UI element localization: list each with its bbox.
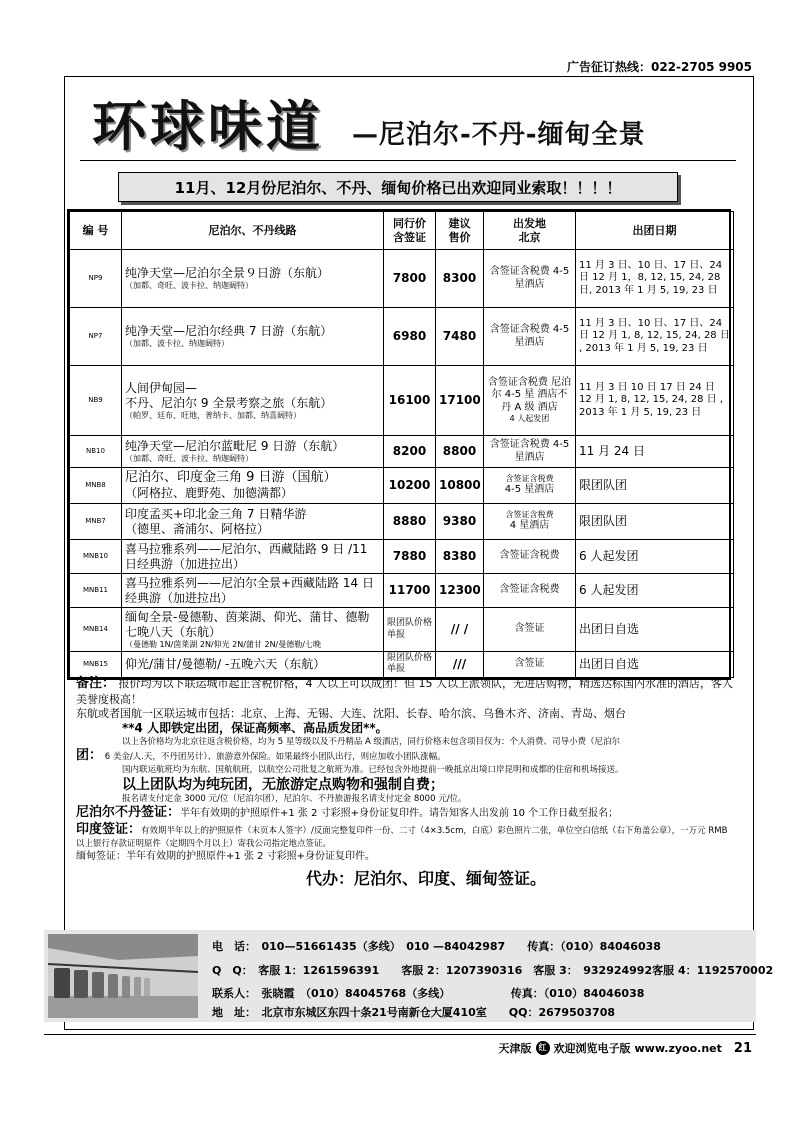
note-guarantee: **4 人即铁定出团，保证高频率、高品质发团**。 [122,721,388,736]
route-name: 印度孟买+印北金三角 7 日精华游 （德里、斋浦尔、阿格拉） [122,504,384,540]
note-tips: 团： 6 美金/人.天，不丹团另计）、旅游意外保险。如果最终小团队出行，则应加收小团队涨幅。 [76,748,446,764]
page-number: 21 [733,1040,752,1056]
page-title: 环球味道 [92,94,324,158]
peer-price: 限团队价格单报 [384,652,436,678]
departure-dates: 限团队团 [576,468,734,504]
note-general: 备注： 报价均为以下联运城市起止含税价格，4 人以上可以成团！但 15 人以上派领队，无进店购物，精选达标国内水准的酒店，客人美誉度极高！ [76,676,733,706]
retail-price: /// [436,652,484,678]
route-code: MNB7 [70,504,122,540]
col-peer-price: 同行价 含签证 [384,212,436,250]
departure-dates: 11 月 3 日、10 日、17 日、24 日 12 月 1，8, 12, 15, 24, 28 日, 2013 年 1 月 5, 19, 23 日 [576,250,734,308]
magazine-logo: 红 [536,1041,550,1055]
retail-price: 9380 [436,504,484,540]
retail-price: 8380 [436,540,484,574]
departure-dates: 出团日自选 [576,652,734,678]
peer-price: 8200 [384,436,436,468]
departure-info: 含签证 [484,652,576,678]
departure-info: 含签证含税费 4-5 星酒店 [484,436,576,468]
note-cities: 东航或者国航一区联运城市包括：北京、上海、无锡、大连、沈阳、长春、哈尔滨、乌鲁木齐、济南、青岛、烟台 [76,707,626,721]
route-name: 纯净天堂—尼泊尔经典 7 日游（东航） （加都、波卡拉、纳迦阔特） [122,308,384,366]
col-code: 编 号 [70,212,122,250]
route-name: 纯净天堂—尼泊尔全景９日游（东航） （加都、奇旺、波卡拉、纳迦阔特） [122,250,384,308]
departure-dates: 6 人起发团 [576,540,734,574]
browse-text: 欢迎浏览电子版 [553,1042,631,1055]
departure-dates: 限团队团 [576,504,734,540]
note-in-visa: 印度签证：有效期半年以上的护照原件（末页本人签字）/反面完整复印件一份、二寸（4×3.5cm，白底）彩色照片二张，单位空白信纸（右下角盖公章），一万元 RMB 以上银行存款证明原件（定期四个月以上）寄我公司指定地点签证。 [76,822,728,850]
peer-price: 7800 [384,250,436,308]
departure-dates: 11 月 24 日 [576,436,734,468]
visa-agent: 代办：尼泊尔、印度、缅甸签证。 [305,869,546,889]
notes-section [76,676,736,890]
departure-info: 含签证含税费 4-5 星酒店 [484,468,576,504]
title-divider [80,160,736,161]
table-row [70,468,734,504]
table-row [70,366,734,436]
table-row [70,652,734,678]
page-subtitle: —尼泊尔-不丹-缅甸全景 [352,120,646,150]
footer [499,1040,752,1056]
note-price: 以上各价格均为北京往返含税价格，均为 5 星等级以及不丹精品 A 级酒店，同行价格未包含项目仅为：个人消费、司导小费（尼泊尔 [122,737,621,748]
route-code: MNB11 [70,574,122,608]
table-header [70,212,734,250]
route-name: 喜马拉雅系列——尼泊尔全景+西藏陆路 14 日经典游（加进拉出） [122,574,384,608]
departure-dates: 11 月 3 日、10 日、17 日、24 日 12 月 1, 8, 12, 15, 24, 28 日 , 2013 年 1 月 5, 19, 23 日 [576,308,734,366]
note-deposit: 报名请支付定金 3000 元/位（尼泊尔团），尼泊尔、不丹旅游报名请支付定金 8000 元/位。 [122,794,467,805]
route-code: MNB14 [70,608,122,652]
footer-divider [44,1034,756,1035]
table-row [70,608,734,652]
note-domestic: 国内联运航班均为东航、国航航班，以航空公司批复之航班为准。已经包含外地提前一晚抵京出境口岸昆明和成都的住宿和机场接送。 [122,765,624,776]
peer-price: 8880 [384,504,436,540]
contact-panel [44,930,774,1022]
departure-dates: 11 月 3 日 10 日 17 日 24 日 12 月 1, 8, 12, 15, 24, 28 日 , 2013 年 1 月 5, 19, 23 日 [576,366,734,436]
table-row [70,250,734,308]
peer-price: 7880 [384,540,436,574]
table-row [70,540,734,574]
route-name: 人间伊甸园— 不丹、尼泊尔 9 全景考察之旅（东航） （帕罗、廷布、旺地，普纳卡、加都、纳喜阔特） [122,366,384,436]
peer-price: 6980 [384,308,436,366]
departure-info: 含签证含税费 4 星酒店 [484,504,576,540]
retail-price: 12300 [436,574,484,608]
contact-address: 地 址： 北京市东城区东四十条21号南新仓大厦410室 QQ：2679503708 [212,1006,616,1019]
departure-info: 含签证含税费 4-5 星酒店 [484,250,576,308]
route-code: NB9 [70,366,122,436]
col-dates: 出团日期 [576,212,734,250]
route-name: 尼泊尔、印度金三角 9 日游（国航） （阿格拉、鹿野苑、加德满都） [122,468,384,504]
route-table [67,209,731,680]
contact-qq: Q Q： 客服 1：1261596391 客服 2：1207390316 客服 3： 932924992客服 4：1192570002 [212,964,774,977]
contact-person: 联系人： 张晓霞 （010）84045768（多线） 传真：（010）84046038 [212,987,645,1000]
route-name: 仰光/蒲甘/曼德勒/ -五晚六天（东航） [122,652,384,678]
promo-banner: 11月、12月份尼泊尔、不丹、缅甸价格已出欢迎同业索取！！！！ [118,172,678,202]
retail-price: 8300 [436,250,484,308]
route-code: NP9 [70,250,122,308]
note-nb-visa: 尼泊尔不丹签证：半年有效期的护照原件+1 张 2 寸彩照+身份证复印件。请告知客人出发前 10 个工作日截至报名； [76,805,619,821]
col-retail-price: 建议 售价 [436,212,484,250]
peer-price: 11700 [384,574,436,608]
contact-tel: 电 话： 010—51661435（多线） 010 —84042987 传真：（010）84046038 [212,940,661,953]
retail-price: 7480 [436,308,484,366]
route-code: NB10 [70,436,122,468]
note-mm-visa: 缅甸签证：半年有效期的护照原件+1 张 2 寸彩照+身份证复印件。 [76,851,376,863]
peer-price: 16100 [384,366,436,436]
departure-info: 含签证含税费 [484,574,576,608]
departure-dates: 出团日自选 [576,608,734,652]
retail-price: 10800 [436,468,484,504]
departure-info: 含签证 [484,608,576,652]
table-row [70,504,734,540]
col-route: 尼泊尔、不丹线路 [122,212,384,250]
departure-info: 含签证含税费 4-5 星酒店 [484,308,576,366]
route-name: 缅甸全景-曼德勒、茵莱湖、仰光、蒲甘、德勒七晚八天（东航） （曼德勒 1N/茵莱湖 2N/仰光 2N/蒲甘 2N/曼德勒/七晚 [122,608,384,652]
edition-label: 天津版 [498,1042,532,1055]
retail-price: 17100 [436,366,484,436]
note-pure-tour: 以上团队均为纯玩团，无旅游定点购物和强制自费； [122,777,444,794]
table-row [70,308,734,366]
site-link[interactable]: www.zyoo.net [634,1041,722,1055]
route-code: MNB10 [70,540,122,574]
departure-info: 含签证含税费 [484,540,576,574]
prayer-wheel-photo [48,934,198,1018]
col-departure: 出发地 北京 [484,212,576,250]
peer-price: 10200 [384,468,436,504]
departure-dates: 6 人起发团 [576,574,734,608]
route-code: MNB15 [70,652,122,678]
route-code: NP7 [70,308,122,366]
ad-hotline: 广告征订热线：022-2705 9905 [566,60,752,74]
route-name: 纯净天堂—尼泊尔蓝毗尼 9 日游（东航） （加都、奇旺、波卡拉、纳迦阔特） [122,436,384,468]
table-row [70,436,734,468]
peer-price: 限团队价格单报 [384,608,436,652]
table-row [70,574,734,608]
departure-info: 含签证含税费 尼泊尔 4-5 星 酒店不丹 A 级 酒店 4 人起发团 [484,366,576,436]
retail-price: 8800 [436,436,484,468]
retail-price: // / [436,608,484,652]
route-name: 喜马拉雅系列——尼泊尔、西藏陆路 9 日 /11 日经典游（加进拉出） [122,540,384,574]
route-code: MNB8 [70,468,122,504]
